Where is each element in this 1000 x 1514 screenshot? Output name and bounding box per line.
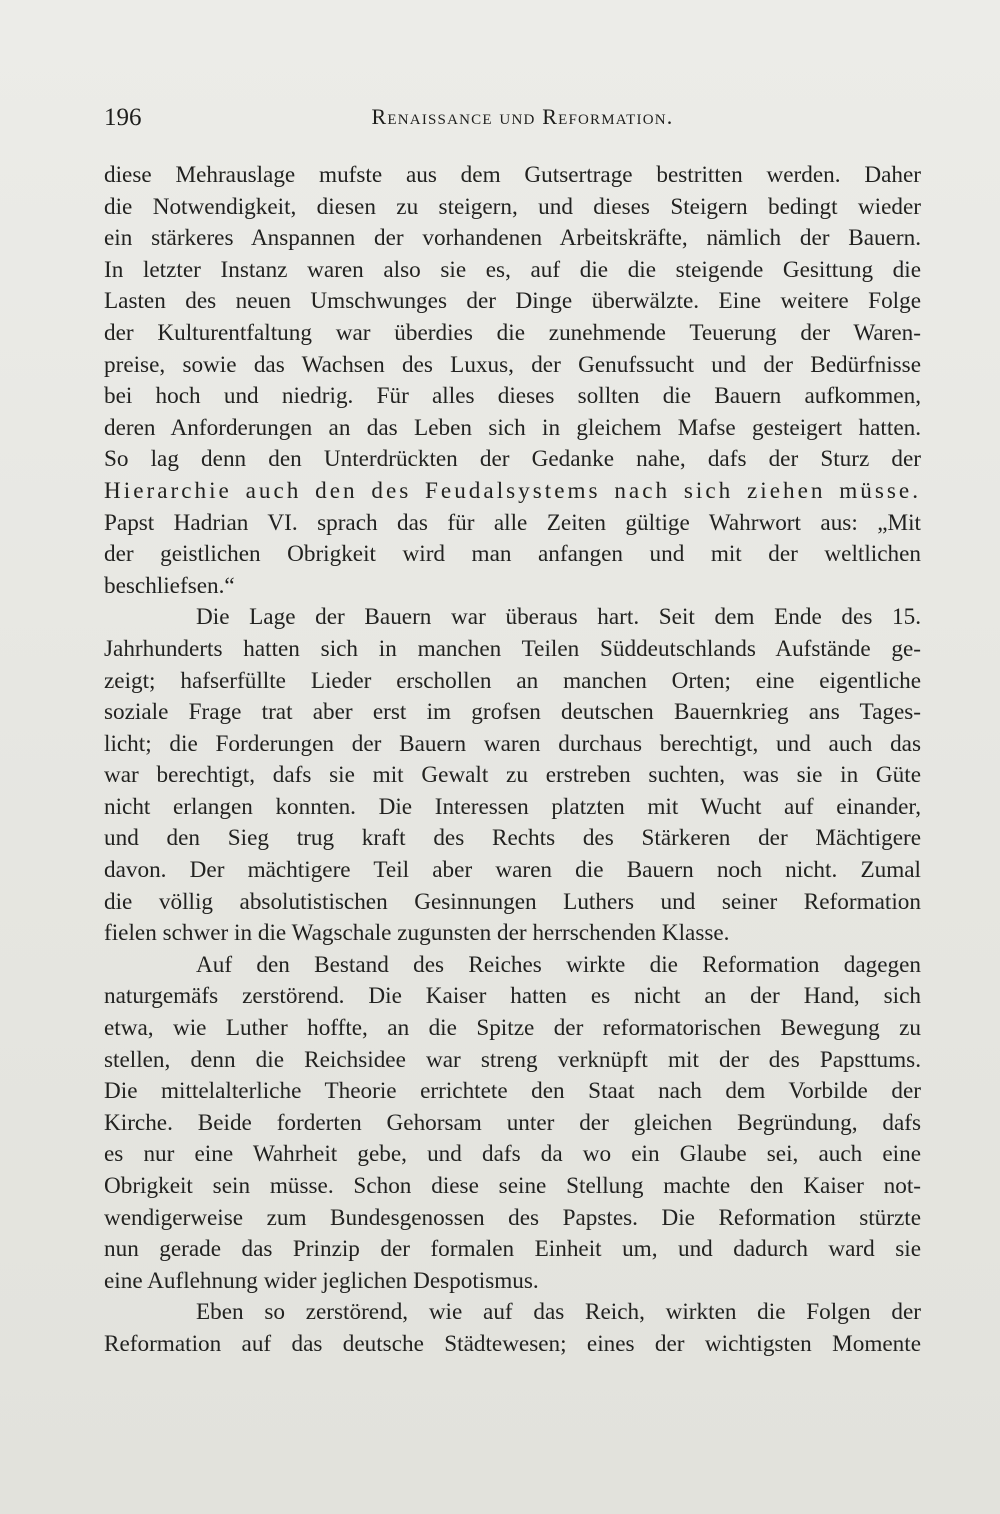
text-line: eine Auflehnung wider jeglichen Despotismus. xyxy=(104,1267,539,1294)
text-line: ein stärkeres Anspannen der vorhandenen Arbeitskräfte, nämlich der Bauern. xyxy=(104,225,921,252)
text-line: der geistlichen Obrigkeit wird man anfangen und mit der weltlichen xyxy=(104,541,921,568)
page-header xyxy=(104,104,921,140)
text-line: nun gerade das Prinzip der formalen Einheit um, und dadurch ward sie xyxy=(104,1236,921,1263)
text-line: der Kulturentfaltung war überdies die zunehmende Teuerung der Waren- xyxy=(104,319,921,346)
running-title: Renaissance und Reformation. xyxy=(371,104,674,129)
paragraph xyxy=(104,950,921,1298)
text-line: preise, sowie das Wachsen des Luxus, der Genufssucht und der Bedürfnisse xyxy=(104,351,921,378)
paragraph xyxy=(104,602,921,950)
text-line: naturgemäfs zerstörend. Die Kaiser hatten es nicht an der Hand, sich xyxy=(104,983,921,1010)
text-line: In letzter Instanz waren also sie es, auf die die steigende Gesittung die xyxy=(104,256,921,283)
paragraph xyxy=(104,160,921,602)
text-line: stellen, denn die Reichsidee war streng verknüpft mit der des Papsttums. xyxy=(104,1046,921,1073)
text-line: beschliefsen.“ xyxy=(104,572,235,599)
text-line: davon. Der mächtigere Teil aber waren die Bauern noch nicht. Zumal xyxy=(104,857,921,884)
text-line: soziale Frage trat aber erst im grofsen deutschen Bauernkrieg ans Tages- xyxy=(104,699,921,726)
text-line: Obrigkeit sein müsse. Schon diese seine Stellung machte den Kaiser not- xyxy=(104,1173,921,1199)
page-number: 196 xyxy=(104,104,142,131)
text-line: So lag denn den Unterdrückten der Gedanke nahe, dafs der Sturz der xyxy=(104,446,921,473)
text-line: Die mittelalterliche Theorie errichtete den Staat nach dem Vorbilde der xyxy=(104,1078,921,1105)
body-text xyxy=(104,160,921,1361)
text-line: Auf den Bestand des Reiches wirkte die Reformation dagegen xyxy=(196,951,921,978)
text-line: es nur eine Wahrheit gebe, und dafs da wo ein Glaube sei, auch eine xyxy=(104,1141,921,1168)
text-line: fielen schwer in die Wagschale zugunsten der herrschenden Klasse. xyxy=(104,920,730,947)
text-line: war berechtigt, dafs sie mit Gewalt zu erstreben suchten, was sie in Güte xyxy=(104,762,921,789)
text-line: Eben so zerstörend, wie auf das Reich, wirkten die Folgen der xyxy=(196,1299,921,1326)
text-line: Lasten des neuen Umschwunges der Dinge überwälzte. Eine weitere Folge xyxy=(104,288,921,315)
text-line: diese Mehrauslage mufste aus dem Gutsertrage bestritten werden. Daher xyxy=(104,162,921,188)
text-line: zeigt; hafserfüllte Lieder erschollen an manchen Orten; eine eigentliche xyxy=(104,667,921,694)
text-line: licht; die Forderungen der Bauern waren durchaus berechtigt, und auch das xyxy=(104,730,921,757)
text-line: Die Lage der Bauern war überaus hart. Seit dem Ende des 15. xyxy=(196,604,921,631)
text-line: nicht erlangen konnten. Die Interessen platzten mit Wucht auf einander, xyxy=(104,793,921,820)
text-line: und den Sieg trug kraft des Rechts des Stärkeren der Mächtigere xyxy=(104,825,921,852)
text-line: Jahrhunderts hatten sich in manchen Teilen Süddeutschlands Aufstände ge- xyxy=(104,635,921,662)
text-line: Kirche. Beide forderten Gehorsam unter der gleichen Begründung, dafs xyxy=(104,1109,921,1136)
text-line: bei hoch und niedrig. Für alles dieses sollten die Bauern aufkommen, xyxy=(104,383,921,410)
paragraph xyxy=(104,1297,921,1360)
text-line: wendigerweise zum Bundesgenossen des Papstes. Die Reformation stürzte xyxy=(104,1204,921,1231)
text-line: die Notwendigkeit, diesen zu steigern, und dieses Steigern bedingt wieder xyxy=(104,193,921,220)
text-line: Reformation auf das deutsche Städtewesen; eines der wichtigsten Momente xyxy=(104,1330,921,1357)
text-line: etwa, wie Luther hoffte, an die Spitze der reformatorischen Bewegung zu xyxy=(104,1015,921,1042)
text-line: Papst Hadrian VI. sprach das für alle Zeiten gültige Wahrwort aus: „Mit xyxy=(104,509,921,536)
text-line: deren Anforderungen an das Leben sich in gleichem Mafse gesteigert hatten. xyxy=(104,414,921,441)
text-line: die völlig absolutistischen Gesinnungen Luthers und seiner Reformation xyxy=(104,888,921,915)
text-line: Hierarchie auch den des Feudalsystems nach sich ziehen müsse. xyxy=(104,477,921,504)
